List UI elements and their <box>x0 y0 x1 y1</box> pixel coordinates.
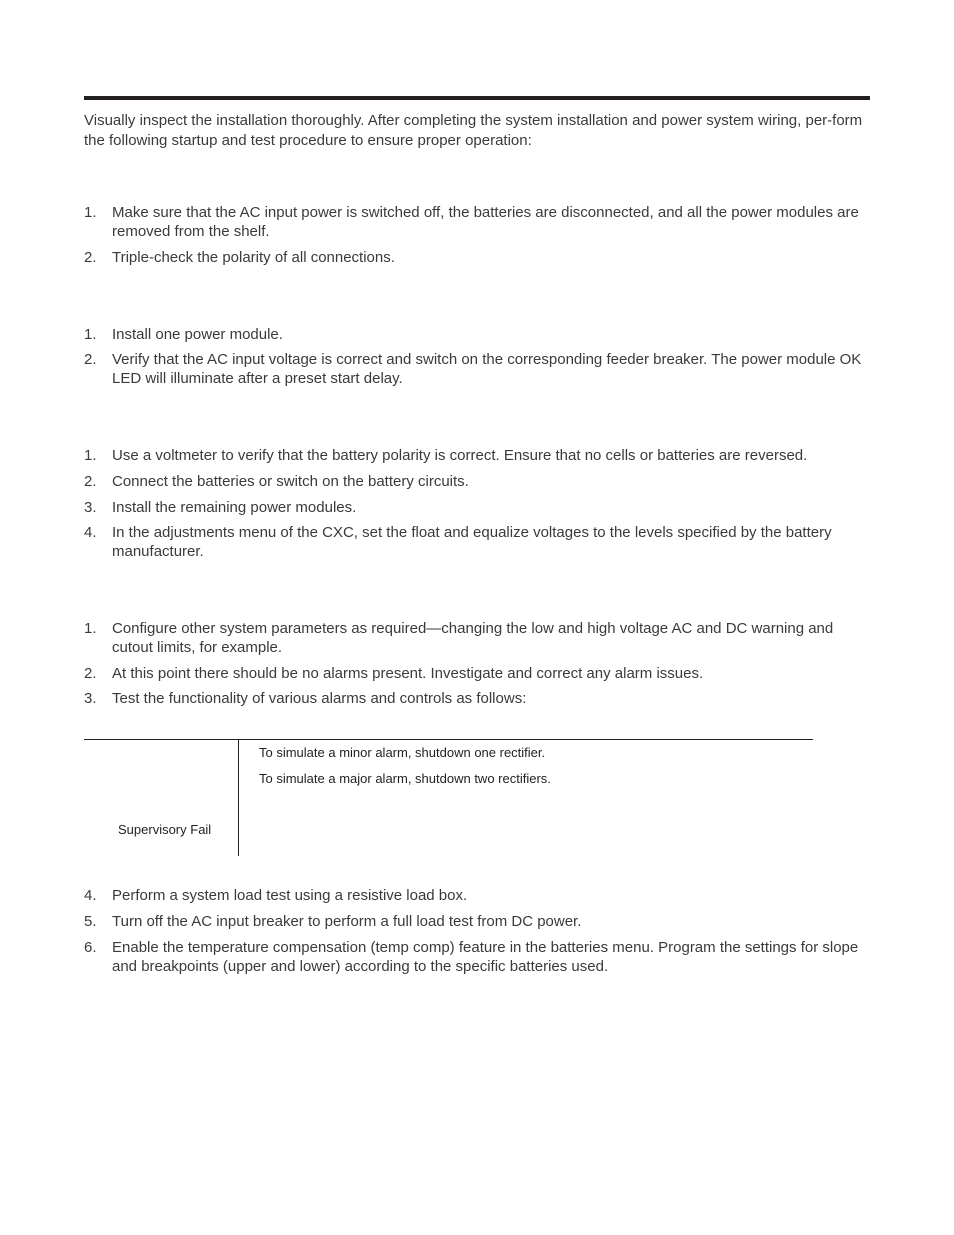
step-text: Triple-check the polarity of all connections. <box>112 249 395 266</box>
load-test-steps <box>84 886 874 976</box>
step-number: 2. <box>84 473 97 490</box>
step-number: 2. <box>84 351 97 368</box>
step-number: 4. <box>84 887 97 904</box>
list-item <box>84 248 874 267</box>
step-number: 6. <box>84 939 97 956</box>
step-number: 2. <box>84 249 97 266</box>
list-item <box>84 912 874 931</box>
list-item <box>84 350 874 388</box>
supervisory-fail-label: Supervisory Fail <box>118 822 212 837</box>
step-text: Install the remaining power modules. <box>112 499 357 516</box>
top-rule <box>84 96 870 100</box>
step-text: Turn off the AC input breaker to perform a full load test from DC power. <box>112 913 582 930</box>
list-item <box>84 446 874 465</box>
step-text: Make sure that the AC input power is switched off, the batteries are disconnected, and all the power modules are removed from the shelf. <box>112 204 859 240</box>
list-item <box>84 523 874 561</box>
major-alarm-action: To simulate a major alarm, shutdown two rectifiers. <box>259 771 551 786</box>
precheck-steps <box>84 203 874 267</box>
step-number: 1. <box>84 447 97 464</box>
list-item <box>84 664 874 683</box>
step-text: Perform a system load test using a resistive load box. <box>112 887 468 904</box>
step-number: 1. <box>84 620 97 637</box>
step-number: 1. <box>84 326 97 343</box>
step-text: In the adjustments menu of the CXC, set the float and equalize voltages to the levels specified by the battery manufacturer. <box>112 524 832 560</box>
alarm-test-table <box>84 739 813 857</box>
list-item <box>84 938 874 976</box>
step-text: Install one power module. <box>112 326 283 343</box>
step-text: Use a voltmeter to verify that the battery polarity is correct. Ensure that no cells or batteries are reversed. <box>112 447 808 464</box>
list-item <box>84 325 874 344</box>
list-item <box>84 619 874 657</box>
step-text: Enable the temperature compensation (temp comp) feature in the batteries menu. Program the settings for slope and breakpoints (upper and lower) according to the specific batteries used. <box>112 939 859 975</box>
step-text: Test the functionality of various alarms and controls as follows: <box>112 690 527 707</box>
step-text: Connect the batteries or switch on the battery circuits. <box>112 473 469 490</box>
column-divider <box>238 740 239 856</box>
minor-alarm-action: To simulate a minor alarm, shutdown one rectifier. <box>259 745 546 760</box>
step-number: 3. <box>84 499 97 516</box>
step-number: 4. <box>84 524 97 541</box>
list-item <box>84 886 874 905</box>
initial-startup-steps <box>84 325 874 388</box>
list-item <box>84 689 874 708</box>
list-item <box>84 472 874 491</box>
list-item <box>84 203 874 241</box>
step-text: At this point there should be no alarms present. Investigate and correct any alarm issues. <box>112 665 704 682</box>
step-text: Verify that the AC input voltage is correct and switch on the corresponding feeder breaker. The power module OK LED will illuminate after a preset start delay. <box>112 351 862 387</box>
step-number: 1. <box>84 204 97 221</box>
list-item <box>84 498 874 517</box>
step-number: 5. <box>84 913 97 930</box>
step-text: Configure other system parameters as required—changing the low and high voltage AC and DC warning and cutout limits, for example. <box>112 620 834 656</box>
step-number: 3. <box>84 690 97 707</box>
system-check-steps <box>84 619 874 708</box>
battery-steps <box>84 446 874 561</box>
intro-paragraph: Visually inspect the installation thoroughly. After completing the system installation and power system wiring, per-form the following startup and test procedure to ensure proper operation: <box>84 112 863 149</box>
step-number: 2. <box>84 665 97 682</box>
